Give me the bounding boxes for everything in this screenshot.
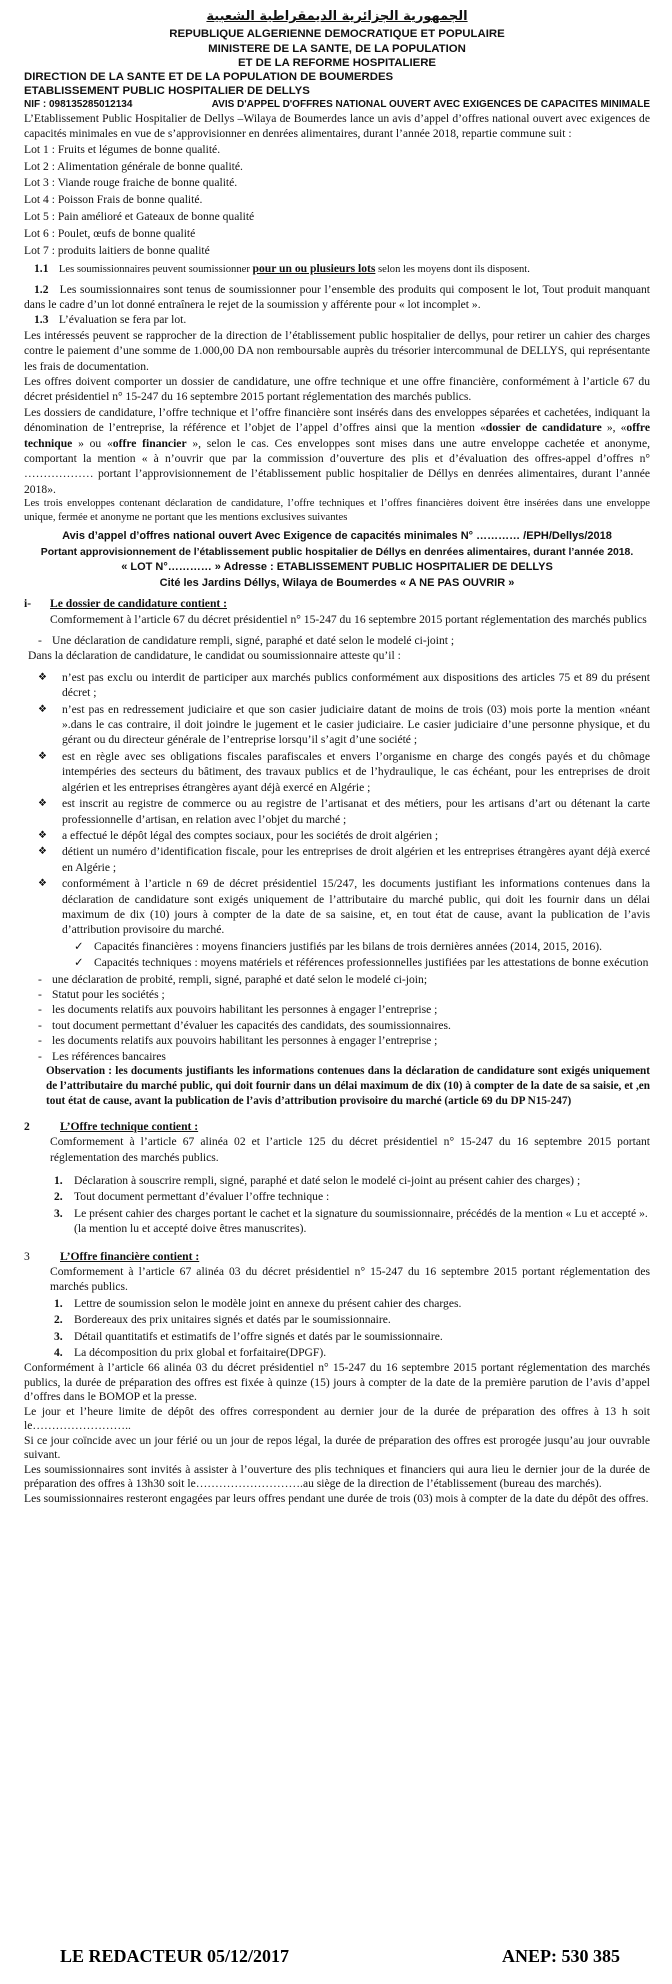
list-item: 2. Bordereaux des prix unitaires signés et datés par le soumissionnaire. xyxy=(54,1313,391,1327)
documents-list xyxy=(24,972,650,1064)
diamond-bullet-icon: ❖ xyxy=(38,703,47,715)
closing-paragraph: Conformément à l’article 66 alinéa 03 du décret présidentiel n° 15-247 du 16 septembre 2015 portant réglementation des marchés publics, la durée de préparation des offres est fixée à quinze (15) jours à compter de la date de la première parution de l’avis d’appel d’offres dans le BOMOP et la presse. xyxy=(24,1361,650,1404)
list-item: ❖ n’est pas en redressement judiciaire et que son casier judiciaire datant de moins de trois (03) mois porte la mention «néant ».dans le cas contraire, il doit joindre le jugement et le casier judiciaire. Le casier judiciaire d’une personne physique, et du gérant ou du directeur générale de l’entreprise lorsqu’il s’agit d’une société ; xyxy=(38,702,650,747)
notice-title: AVIS D'APPEL D'OFFRES NATIONAL OUVERT AVEC EXIGENCES DE CAPACITES MINIMALE xyxy=(211,98,650,110)
checkmark-icon: ✓ xyxy=(74,956,84,970)
list-item: 4. La décomposition du prix global et forfaitaire(DPGF). xyxy=(54,1345,327,1359)
clause-1-1: 1.1 Les soumissionnaires peuvent soumissionner pour un ou plusieurs lots selon les moyens dont ils disposent. xyxy=(34,262,530,276)
footer xyxy=(0,1946,672,1967)
attestation-list xyxy=(24,670,650,938)
closing-paragraph: Les soumissionnaires sont invités à assister à l’ouverture des plis techniques et financiers qui aura lieu le dernier jour de la durée de préparation des offres à 13h30 soit le……………………….au siège de la direction de l’établissement (bureau des marchés). xyxy=(24,1462,650,1491)
closing-paragraphs xyxy=(24,1361,650,1506)
clause-1-3: 1.3 L’évaluation se fera par lot. xyxy=(34,313,187,327)
lot-item: Lot 3 : Viande rouge fraiche de bonne qualité. xyxy=(24,176,238,190)
lot-item: Lot 4 : Poisson Frais de bonne qualité. xyxy=(24,193,203,207)
establishment-line: ETABLISSEMENT PUBLIC HOSPITALIER DE DELLYS xyxy=(24,85,310,98)
intro-paragraph: L’Etablissement Public Hospitalier de Dellys –Wilaya de Boumerdes lance un avis d’appel d’offres national ouvert avec exigences de capacités minimales en vue de s’approvisionner en denrées alimentaires, durant l’année 2018, repartie commune suit : xyxy=(24,112,650,141)
list-item: - tout document permettant d’évaluer les capacités des candidats, des soumissionnaires. xyxy=(38,1018,451,1032)
arabic-title: الجمهورية الجزائرية الديمقراطية الشعبية xyxy=(206,9,468,24)
section-2-heading: 2 L’Offre technique contient : xyxy=(24,1119,199,1133)
declaration-item: - Une déclaration de candidature rempli, signé, paraphé et daté selon le modelé ci-joint ; xyxy=(38,634,455,648)
list-item: ❖ n’est pas exclu ou interdit de participer aux marchés publics conformément aux dispositions des articles 75 et 89 du présent décret ; xyxy=(38,670,650,700)
envelope-mentions xyxy=(24,529,650,592)
lot-item: Lot 2 : Alimentation générale de bonne qualité. xyxy=(24,159,243,173)
ministry-line-2: ET DE LA REFORME HOSPITALIERE xyxy=(237,56,437,69)
list-item: 1. Lettre de soumission selon le modèle joint en annexe du présent cahier des charges. xyxy=(54,1296,462,1310)
list-item: ❖ conformément à l’article n 69 de décret présidentiel 15/247, les documents justifiant les informations contenues dans la déclaration de candidature sont exigés uniquement de l’attributaire du marché public, qui doit les fournir dans un délai maximum de dix (10) jours à compter de la date de sa saisine, et, en tout état de cause, avant la publication de l’avis d’attribution provisoire du marché. xyxy=(38,877,650,937)
paragraph-enveloppe-unique: Les trois enveloppes contenant déclaration de candidature, l’offre techniques et l’offres financières doivent être insérées dans une enveloppe unique, fermée et anonyme ne portant que les mentions exclusives suivantes xyxy=(24,498,650,524)
technical-offer-list xyxy=(24,1173,650,1237)
list-item: ✓ Capacités financières : moyens financiers justifiés par les bilans de trois dernières années (2014, 2015, 2016). xyxy=(74,939,603,953)
list-item: 1. Déclaration à souscrire rempli, signé, paraphé et daté selon le modelé ci-joint au présent cahier des charges) ; xyxy=(54,1173,581,1187)
diamond-bullet-icon: ❖ xyxy=(38,750,47,762)
envelope-line-3: « LOT N°………… » Adresse : ETABLISSEMENT PUBLIC HOSPITALIER DE DELLYS xyxy=(121,561,553,574)
envelope-line-4: Cité les Jardins Déllys, Wilaya de Boumerdes « A NE PAS OUVRIR » xyxy=(159,577,515,590)
section-1-title: Le dossier de candidature contient : xyxy=(50,597,228,611)
envelope-line-1: Avis d’appel d’offres national ouvert Avec Exigence de capacités minimales N° ………… /EPH/Dellys/2018 xyxy=(62,530,612,543)
section-3-heading: 3 L’Offre financière contient : xyxy=(24,1249,200,1263)
list-item: - les documents relatifs aux pouvoirs habilitant les personnes à engager l’entreprise ; xyxy=(38,1034,438,1048)
ministry-line-1: MINISTERE DE LA SANTE, DE LA POPULATION xyxy=(208,42,466,55)
diamond-bullet-icon: ❖ xyxy=(38,846,47,858)
list-item: - Les références bancaires xyxy=(38,1049,166,1063)
section-2-reference: Comformement à l’article 67 alinéa 02 et l’article 125 du décret présidentiel n° 15-247 du 16 septembre 2015 portant réglementation des marchés publics. xyxy=(50,1135,650,1164)
list-item: ❖ est inscrit au registre de commerce ou au registre de l’artisanat et des métiers, pour les artisans d’art ou détenant la carte professionnelle d’artisan, en relation avec l’objet du marché ; xyxy=(38,797,650,826)
financial-offer-list xyxy=(24,1296,650,1361)
direction-line: DIRECTION DE LA SANTE ET DE LA POPULATION DE BOUMERDES xyxy=(24,71,394,84)
list-item: 2. Tout document permettant d’évaluer l’offre technique : xyxy=(54,1190,330,1204)
section-1-heading: i- Le dossier de candidature contient : xyxy=(24,597,228,611)
lot-item: Lot 7 : produits laitiers de bonne qualité xyxy=(24,243,210,257)
observation-note: Observation : les documents justifiants les informations contenues dans la déclaration de candidature sont exigés uniquement de l’attributaire du marché public, qui doit fournir dans un délai maximum de dix (10) à compter de la date de sa saisie, et ,en tout état de cause, avant la publication de l’avis d’attribution provisoire du marché (article 69 du DP N15-247) xyxy=(46,1065,650,1107)
redactor-date: LE REDACTEUR 05/12/2017 xyxy=(60,1946,290,1966)
nif: NIF : 098135285012134 xyxy=(24,98,133,110)
list-item: - les documents relatifs aux pouvoirs habilitant les personnes à engager l’entreprise ; xyxy=(38,1003,438,1017)
list-item: ❖ détient un numéro d’identification fiscale, pour les entreprises de droit algérien et les entreprises étrangères ayant déjà exercé en Algérie ; xyxy=(38,845,650,874)
diamond-bullet-icon: ❖ xyxy=(38,829,47,841)
section-3-reference: Comformement à l’article 67 alinéa 03 du décret présidentiel n° 15-247 du 16 septembre 2015 portant réglementation des marchés publics. xyxy=(50,1264,650,1294)
diamond-bullet-icon: ❖ xyxy=(38,798,47,810)
paragraph-enveloppes: Les dossiers de candidature, l’offre technique et l’offre financière sont insérés dans des enveloppes séparées et cachetées, indiquant la dénomination de l’entreprise, la référence et l’objet de l’appel d’offres ainsi que la mention «dossier de candidature », «offre technique » ou «offre financier », selon le cas. Ces enveloppes sont mises dans une autre enveloppe cachetée et anonyme, comportant la mention « à n’ouvrir que par la commission d’ouverture des plis et d’évaluation des offres-appel d’offres n° ……………… portant l’approvisionnement de l’établissement public hospitalier de Déllys en denrées alimentaires, durant l’année 2018». xyxy=(24,405,650,496)
lots-list xyxy=(24,142,650,260)
list-item: ❖ a effectué le dépôt légal des comptes sociaux, pour les sociétés de droit algérien ; xyxy=(38,828,439,842)
closing-paragraph: Le jour et l’heure limite de dépôt des offres correspondent au dernier jour de la durée de préparation des offres à 13 h soit le…………………….. xyxy=(24,1404,650,1433)
envelope-line-2: Portant approvisionnement de l’établissement public hospitalier de Déllys en denrées alimentaires, durant l’année 2018. xyxy=(40,547,634,559)
list-item: - Statut pour les sociétés ; xyxy=(38,987,165,1001)
list-item: ✓ Capacités techniques : moyens matériels et références professionnelles justifiées par les attestations de bonne exécution xyxy=(74,956,649,970)
republic-title: REPUBLIQUE ALGERIENNE DEMOCRATIQUE ET POPULAIRE xyxy=(169,28,505,41)
declaration-intro: Dans la déclaration de candidature, le candidat ou soumissionnaire atteste qu’il : xyxy=(28,649,401,663)
clause-1-2: 1.2 Les soumissionnaires sont tenus de soumissionner pour l’ensemble des produits qui composent le lot, Tout produit manquant dans le cadre d’un lot donné entraînera le rejet de la soumission y afférente pour « lot incomplet ». xyxy=(24,282,650,311)
list-item: ❖ est en règle avec ses obligations fiscales parafiscales et envers l’organisme en charge des congés payés et du chômage intempéries des secteurs du bâtiment, des travaux publics et de l’hydraulique, le cas échéant, pour les entreprises de droit algérien et les entreprises étrangères ayant déjà exercé en Algérie ; xyxy=(38,749,650,794)
paragraph-offres: Les offres doivent comporter un dossier de candidature, une offre technique et une offre financière, conformément à l’article 67 du décret présidentiel n° 15-247 du 16 septembre 2015 portant réglementation des marchés publics. xyxy=(24,374,650,404)
closing-paragraph: Les soumissionnaires resteront engagées par leurs offres pendant une durée de trois (03) mois à compter de la date du dépôt des offres. xyxy=(24,1491,649,1505)
checkmark-icon: ✓ xyxy=(74,939,84,953)
closing-paragraph: Si ce jour coïncide avec un jour férié ou un jour de repos légal, la durée de préparation des offres est prorogée jusqu’au jour ouvrable suivant. xyxy=(24,1433,650,1462)
section-2-title: L’Offre technique contient : xyxy=(60,1119,199,1133)
document-page xyxy=(24,8,650,1978)
section-1-reference: Comformement à l’article 67 du décret présidentiel n° 15-247 du 16 septembre 2015 portant réglementation des marchés publics xyxy=(50,612,647,626)
nif-row xyxy=(24,99,650,112)
diamond-bullet-icon: ❖ xyxy=(38,671,47,683)
list-item: - une déclaration de probité, rempli, signé, paraphé et daté selon le modelé ci-join; xyxy=(38,972,428,986)
list-item: 3. Le présent cahier des charges portant le cachet et la signature du soumissionnaire, précédés de la mention « Lu et accepté ». (la mention lu et accepté doive êtres manuscrites). xyxy=(54,1206,648,1236)
capacity-list xyxy=(24,939,650,971)
lot-item: Lot 5 : Pain amélioré et Gateaux de bonne qualité xyxy=(24,210,255,224)
lot-item: Lot 6 : Poulet, œufs de bonne qualité xyxy=(24,226,196,240)
paragraph-retrait: Les intéressés peuvent se rapprocher de la direction de l’établissement public hospitalier de dellys, pour retirer un cahier des charges contre le paiement d’une somme de 1.000,00 DA non remboursable auprès du trésorier intercommunal de DELLYS, qui représentante les frais de documentation. xyxy=(24,328,650,373)
section-3-title: L’Offre financière contient : xyxy=(60,1249,200,1263)
anep-number: ANEP: 530 385 xyxy=(502,1946,620,1966)
diamond-bullet-icon: ❖ xyxy=(38,878,47,890)
lot-item: Lot 1 : Fruits et légumes de bonne qualité. xyxy=(24,142,221,156)
list-item: 3. Détail quantitatifs et estimatifs de l’offre signés et datés par le soumissionnaire. xyxy=(54,1329,443,1343)
